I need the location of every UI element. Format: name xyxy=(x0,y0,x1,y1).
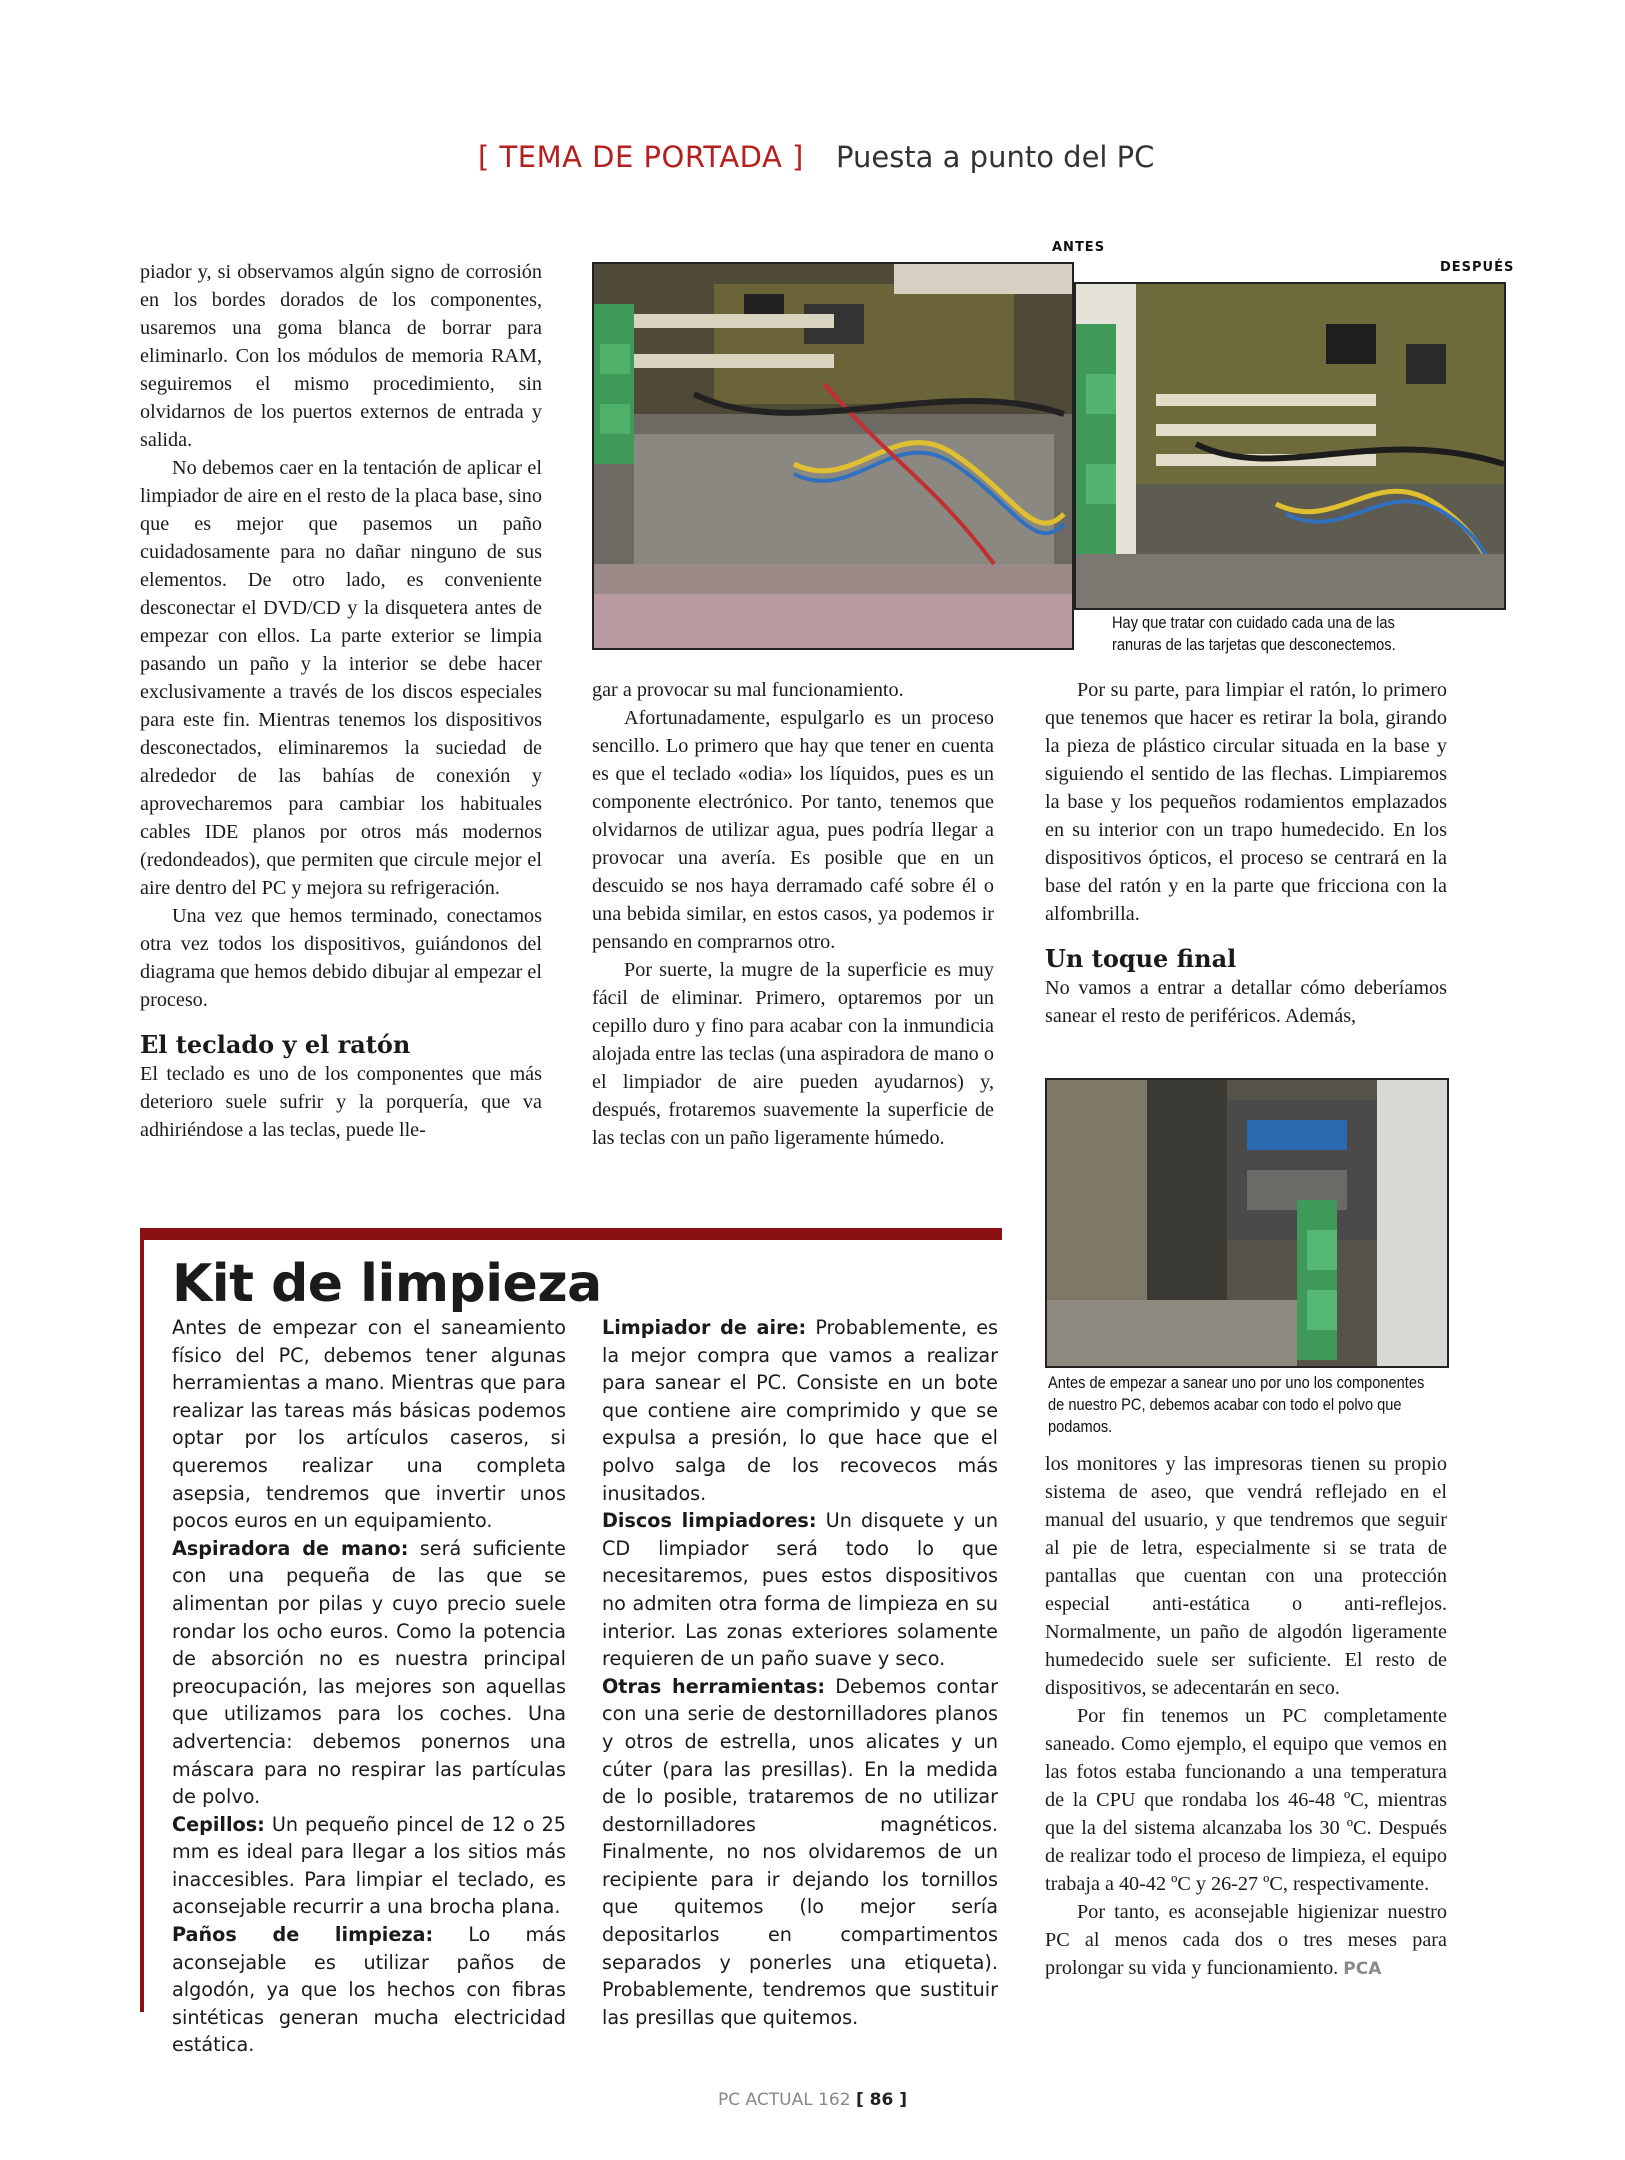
page-header xyxy=(0,140,1625,180)
text-column-2 xyxy=(592,676,994,1152)
subheading-final-touch: Un toque final xyxy=(1045,944,1237,973)
paragraph-text: Por tanto, es aconsejable higienizar nuestro PC al menos cada dos o tres meses para prolongar su vida y funcionamiento. xyxy=(1045,1901,1447,1979)
magazine-issue: PC ACTUAL 162 xyxy=(718,2090,851,2110)
before-label: ANTES xyxy=(1052,240,1106,255)
text-column-3-bottom xyxy=(1045,1450,1447,1983)
after-photo xyxy=(1074,282,1506,610)
paragraph: Una vez que hemos terminado, conectamos otra vez todos los dispositivos, guiándonos del diagrama que hemos debido dibujar al empezar el proceso. xyxy=(140,905,542,1011)
after-label: DESPUÉS xyxy=(1440,260,1515,275)
kit-item xyxy=(172,1811,566,1921)
kit-item-text: Un pequeño pincel de 12 o 25 mm es ideal para llegar a los sitios más inaccesibles. Para limpiar el teclado, es aconsejable recurrir a una brocha plana. xyxy=(172,1812,566,1919)
kit-item-term: Otras herramientas: xyxy=(602,1674,826,1698)
kit-intro: Antes de empezar con el saneamiento físico del PC, debemos tener algunas herramientas a mano. Mientras que para realizar las tareas más básicas podemos optar por los artículos caseros, si queremos realizar una completa asepsia, tendremos que invertir unos pocos euros en un equipamiento. xyxy=(172,1316,566,1533)
kit-item-text: Lo más aconsejable es utilizar paños de algodón, ya que los hechos con fibras sintéticas generan mucha electricidad estática. xyxy=(172,1923,566,2057)
paragraph: Afortunadamente, espulgarlo es un proceso sencillo. Lo primero que hay que tener en cuenta es que el teclado «odia» los líquidos, pues es un componente electrónico. Por tanto, tenemos que olvidarnos de utilizar agua, pues podría llegar a provocar una avería. Es posible que en un descuido se nos haya derramado café sobre él o una bebida similar, en estos casos, ya podemos ir pensando en comprarnos otro. xyxy=(592,707,994,953)
text-column-1 xyxy=(140,258,542,1144)
section-tag: [ TEMA DE PORTADA ] xyxy=(478,140,804,174)
kit-item-text: será suficiente con una pequeña de las que se alimentan por pilas y cuyo precio suele rondar los ocho euros. Como la potencia de absorción no es nuestra principal preocupación, las mejores son aquellas que utilizamos para los coches. Una advertencia: debemos ponernos una máscara para no respirar las partículas de polvo. xyxy=(172,1536,566,1809)
kit-item-term: Paños de limpieza: xyxy=(172,1923,434,1947)
kit-top-bar xyxy=(140,1228,1002,1240)
kit-item-text: Probablemente, es la mejor compra que vamos a realizar para sanear el PC. Consiste en un bote que contiene aire comprimido y que se expulsa a presión, lo que hace que el polvo salga de los recovecos más inusitados. xyxy=(602,1316,998,1505)
page-number: [ 86 ] xyxy=(855,2090,907,2110)
kit-item-term: Discos limpiadores: xyxy=(602,1509,817,1533)
kit-item-text: Debemos contar con una serie de destornilladores planos y otros de estrella, unos alicates y un cúter (para las presillas). En la medida de lo posible, trataremos de no utilizar destornilladores magnéticos. Finalmente, no nos olvidaremos de un recipiente para ir dejando los tornillos que quitemos (lo mejor sería depositarlos en compartimentos separados y ponerles una etiqueta). Probablemente, tendremos que sustituir las presillas que quitemos. xyxy=(602,1674,998,2029)
kit-item xyxy=(602,1314,998,1507)
paragraph: No vamos a entrar a detallar cómo deberíamos sanear el resto de periféricos. Además, xyxy=(1045,977,1447,1027)
kit-title: Kit de limpieza xyxy=(172,1254,602,1314)
paragraph: El teclado es uno de los componentes que más deterioro suele sufrir y la porquería, que va adhiriéndose a las teclas, puede lle- xyxy=(140,1063,542,1141)
kit-column-2 xyxy=(602,1314,998,2031)
paragraph: Por su parte, para limpiar el ratón, lo primero que tenemos que hacer es retirar la bola, girando la pieza de plástico circular situada en la base y siguiendo el sentido de las flechas. Limpiaremos la base y los pequeños rodamientos emplazados en su interior con un trapo humedecido. En los dispositivos ópticos, el proceso se centrará en la base del ratón y en la parte que fricciona con la alfombrilla. xyxy=(1045,679,1447,925)
kit-item xyxy=(172,1535,566,1811)
dusty-pc-photo xyxy=(1045,1078,1449,1368)
page-footer xyxy=(0,2090,1625,2110)
kit-item-term: Limpiador de aire: xyxy=(602,1316,807,1339)
kit-item-term: Aspiradora de mano: xyxy=(172,1536,409,1560)
paragraph: Por fin tenemos un PC completamente saneado. Como ejemplo, el equipo que vemos en las fotos estaba funcionando a una temperatura de la CPU que rondaba los 46-48 ºC, mientras que la del sistema alcanzaba los 30 ºC. Después de realizar todo el proceso de limpieza, el equipo trabaja a 40-42 ºC y 26-27 ºC, respectivamente. xyxy=(1045,1705,1447,1895)
kit-sidebar xyxy=(140,1228,1002,2057)
caption-bottom: Antes de empezar a sanear uno por uno los componentes de nuestro PC, debemos acabar con todo el polvo que podamos. xyxy=(1048,1373,1425,1436)
kit-column-1 xyxy=(172,1314,566,2059)
kit-side-rule xyxy=(140,1228,144,2012)
kit-item xyxy=(602,1673,998,2032)
kit-item-term: Cepillos: xyxy=(172,1812,265,1836)
section-title: Puesta a punto del PC xyxy=(836,140,1155,174)
kit-item xyxy=(172,1921,566,2059)
text-column-3-top xyxy=(1045,676,1447,1030)
paragraph: Por suerte, la mugre de la superficie es muy fácil de eliminar. Primero, optaremos por un cepillo duro y fino para acabar con la inmundicia alojada entre las teclas (una aspiradora de mano o el limpiador de aire pueden ayudarnos) y, después, frotaremos suavemente la superficie de las teclas con un paño ligeramente húmedo. xyxy=(592,959,994,1149)
paragraph: los monitores y las impresoras tienen su propio sistema de aseo, que vendrá reflejado en el manual del usuario, y que tendremos que seguir al pie de letra, especialmente si se trata de pantallas que cuentan con una protección especial anti-estática o anti-reflejos. Normalmente, un paño de algodón ligeramente humedecido suele ser suficiente. El resto de dispositivos, se adecentarán en seco. xyxy=(1045,1453,1447,1699)
kit-item xyxy=(602,1507,998,1673)
before-photo xyxy=(592,262,1074,650)
caption-top: Hay que tratar con cuidado cada una de las ranuras de las tarjetas que desconectemos. xyxy=(1112,613,1396,654)
signature: PCA xyxy=(1343,1959,1382,1979)
paragraph: No debemos caer en la tentación de aplicar el limpiador de aire en el resto de la placa base, sino que es mejor que pasemos un paño cuidadosamente para no dañar ninguno de sus elementos. De otro lado, es conveniente desconectar el DVD/CD y la disquetera antes de empezar con ellos. La parte exterior se limpia pasando un paño y la interior se debe hacer exclusivamente a través de los discos especiales para este fin. Mientras tenemos los dispositivos desconectados, eliminaremos la suciedad de alrededor de las bahías de conexión y aprovecharemos para cambiar los habituales cables IDE planos por otros más modernos (redondeados), que permiten que circule mejor el aire dentro del PC y mejora su refrigeración. xyxy=(140,457,542,899)
paragraph xyxy=(1045,1898,1447,1983)
paragraph: gar a provocar su mal funcionamiento. xyxy=(592,679,904,701)
paragraph: piador y, si observamos algún signo de corrosión en los bordes dorados de los componentes, usaremos una goma blanca de borrar para eliminarlo. Con los módulos de memoria RAM, seguiremos el mismo procedimiento, sin olvidarnos de los puertos externos de entrada y salida. xyxy=(140,261,542,451)
subheading-keyboard-mouse: El teclado y el ratón xyxy=(140,1030,411,1059)
kit-item-text: Un disquete y un CD limpiador será todo lo que necesitaremos, pues estos dispositivos no admiten otra forma de limpieza en su interior. Las zonas exteriores solamente requieren de un paño suave y seco. xyxy=(602,1509,998,1671)
